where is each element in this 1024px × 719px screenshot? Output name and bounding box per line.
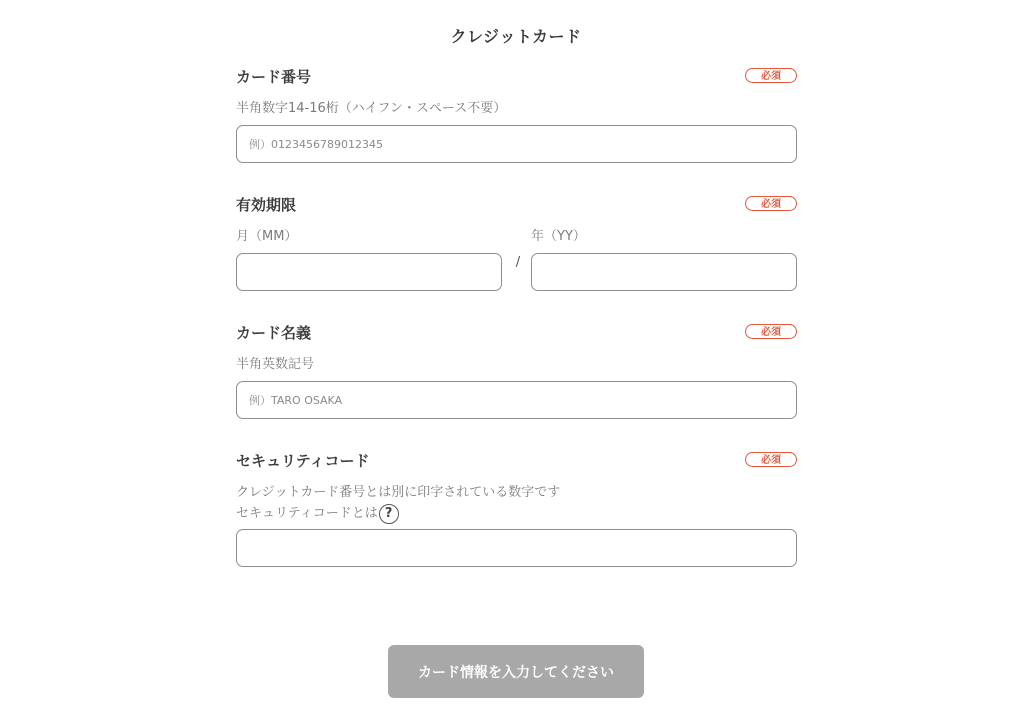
security-code-help — [236, 503, 797, 524]
security-code-hint: クレジットカード番号とは別に印字されている数字です — [236, 485, 561, 500]
card-name-header — [236, 323, 797, 345]
submit-card-button[interactable]: カード情報を入力してください — [388, 645, 644, 698]
question-icon[interactable]: ? — [379, 504, 399, 524]
expiry-section — [236, 195, 797, 286]
security-code-help-text: セキュリティコードとは — [236, 506, 378, 521]
card-name-input[interactable] — [236, 381, 797, 419]
expiry-month-input[interactable] — [236, 253, 502, 291]
security-code-input[interactable] — [236, 529, 797, 567]
expiry-month-label: 月（MM） — [236, 229, 298, 244]
security-code-title: セキュリティコード — [236, 452, 370, 470]
card-name-hint: 半角英数記号 — [236, 357, 315, 372]
expiry-row — [236, 226, 797, 286]
card-number-section — [236, 67, 797, 163]
card-number-title: カード番号 — [236, 68, 312, 86]
expiry-separator: / — [515, 255, 521, 270]
card-number-header — [236, 67, 797, 89]
card-number-input[interactable] — [236, 125, 797, 163]
expiry-month-col — [236, 226, 502, 291]
page-title: クレジットカード — [450, 27, 582, 46]
expiry-year-label: 年（YY） — [531, 229, 586, 244]
expiry-year-col — [531, 226, 797, 291]
expiry-title: 有効期限 — [236, 196, 297, 214]
required-badge: 必須 — [745, 196, 797, 211]
required-badge: 必須 — [745, 324, 797, 339]
security-code-section — [236, 451, 797, 567]
required-badge: 必須 — [745, 452, 797, 467]
card-name-title: カード名義 — [236, 324, 312, 342]
security-code-header — [236, 451, 797, 473]
card-number-hint: 半角数字14-16桁（ハイフン・スペース不要） — [236, 101, 507, 116]
card-name-section — [236, 323, 797, 419]
required-badge: 必須 — [745, 68, 797, 83]
expiry-header — [236, 195, 797, 217]
expiry-year-input[interactable] — [531, 253, 797, 291]
